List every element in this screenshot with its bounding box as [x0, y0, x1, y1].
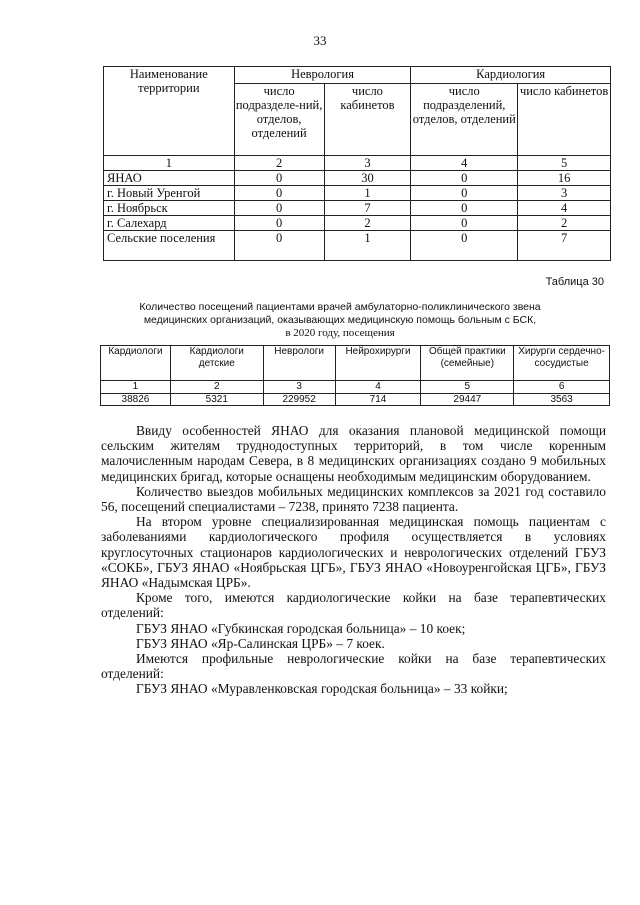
table-row [104, 201, 611, 216]
col-number: 1 [101, 381, 171, 394]
cell: 1 [324, 186, 411, 201]
paragraph: Кроме того, имеются кардиологические койки на базе терапевтических отделений: [101, 590, 606, 621]
col-number: 4 [335, 381, 421, 394]
header-territory: Наименование территории [104, 67, 235, 156]
paragraph: На втором уровне специализированная медицинская помощь пациентам с заболеваниями кардиологического профиля осуществляется в условиях круглосуточных стационаров кардиологических и неврологических отделений ГБУЗ «СОКБ», ГБУЗ ЯНАО «Ноябрьская ЦГБ», ГБУЗ ЯНАО «Новоуренгойская ЦГБ», ГБУЗ ЯНАО «Надымская ЦРБ». [101, 514, 606, 591]
col-number: 4 [411, 156, 518, 171]
table-row [104, 171, 611, 186]
paragraph: Имеются профильные неврологические койки на базе терапевтических отделений: [101, 651, 606, 682]
cell: 0 [411, 216, 518, 231]
cell: 0 [234, 231, 324, 261]
cell: 0 [411, 171, 518, 186]
table-row [104, 231, 611, 261]
col-number: 6 [514, 381, 610, 394]
cell: 5321 [170, 393, 263, 406]
cell: 0 [411, 186, 518, 201]
table-row [101, 393, 610, 406]
cell: 7 [518, 231, 611, 261]
paragraph: ГБУЗ ЯНАО «Яр-Салинская ЦРБ» – 7 коек. [136, 635, 385, 651]
cell: 2 [518, 216, 611, 231]
col-number: 2 [170, 381, 263, 394]
cell: 4 [518, 201, 611, 216]
table-30-title [100, 301, 580, 340]
cell: 714 [335, 393, 421, 406]
paragraph: ГБУЗ ЯНАО «Губкинская городская больница» – 10 коек; [136, 620, 466, 636]
table-30-label: Таблица 30 [545, 276, 604, 288]
cell: 1 [324, 231, 411, 261]
cell: 30 [324, 171, 411, 186]
col-number: 1 [104, 156, 235, 171]
cell: 2 [324, 216, 411, 231]
column-number-row [104, 156, 611, 171]
cell: 0 [411, 201, 518, 216]
cell: 3 [518, 186, 611, 201]
cell: 0 [234, 171, 324, 186]
col-number: 3 [324, 156, 411, 171]
col-number: 2 [234, 156, 324, 171]
header-cardiologists: Кардиологи [101, 346, 171, 381]
cell: 16 [518, 171, 611, 186]
cell: 3563 [514, 393, 610, 406]
header-neurology: Неврология [234, 67, 411, 84]
column-number-row [101, 381, 610, 394]
header-neurosurgeons: Нейрохирурги [335, 346, 421, 381]
header-neurologists: Неврологи [263, 346, 335, 381]
col-number: 5 [518, 156, 611, 171]
header-child-cardiologists: Кардиологи детские [170, 346, 263, 381]
paragraph: Количество выездов мобильных медицинских комплексов за 2021 год составило 56, посещений специалистами – 7238, принято 7238 пациента. [101, 483, 606, 515]
cell: 0 [234, 201, 324, 216]
territory-name: г. Новый Уренгой [104, 186, 235, 201]
col-number: 3 [263, 381, 335, 394]
table-30-title-line: в 2020 году, посещения [285, 327, 395, 339]
territory-name: Сельские поселения [104, 231, 235, 261]
territory-name: г. Салехард [104, 216, 235, 231]
col-number: 5 [421, 381, 514, 394]
cell: 7 [324, 201, 411, 216]
cell: 0 [234, 186, 324, 201]
table-30-title-line: Количество посещений пациентами врачей амбулаторно-поликлинического звена [139, 301, 541, 313]
header-cardiology: Кардиология [411, 67, 611, 84]
page-number: 33 [313, 33, 327, 48]
header-cardio-cabinets: число кабинетов [518, 84, 611, 156]
paragraph: Ввиду особенностей ЯНАО для оказания плановой медицинской помощи сельским жителям труднодоступных территорий, в том числе коренным малочисленным народам Севера, в 8 медицинских организациях создано 9 мобильных медицинских бригад, которые оснащены необходимым медицинским оборудованием. [101, 423, 606, 484]
paragraph: ГБУЗ ЯНАО «Муравленковская городская больница» – 33 койки; [136, 681, 508, 697]
table-row [104, 186, 611, 201]
cell: 0 [411, 231, 518, 261]
visits-table [100, 345, 610, 406]
cell: 29447 [421, 393, 514, 406]
table-row [104, 216, 611, 231]
territory-name: г. Ноябрьск [104, 201, 235, 216]
header-neuro-cabinets: число кабинетов [324, 84, 411, 156]
table-30-title-line: медицинских организаций, оказывающих медицинскую помощь больным с БСК, [143, 314, 537, 326]
cell: 229952 [263, 393, 335, 406]
beds-cabinets-table [103, 66, 611, 261]
header-general-practice: Общей практики (семейные) [421, 346, 514, 381]
cell: 38826 [101, 393, 171, 406]
cell: 0 [234, 216, 324, 231]
header-cardio-departments: число подразделений, отделов, отделений [411, 84, 518, 156]
header-neuro-departments: число подразделе-ний, отделов, отделений [234, 84, 324, 156]
territory-name: ЯНАО [104, 171, 235, 186]
header-cardiovascular-surgeons: Хирурги сердечно-сосудистые [514, 346, 610, 381]
body-text [101, 423, 606, 697]
